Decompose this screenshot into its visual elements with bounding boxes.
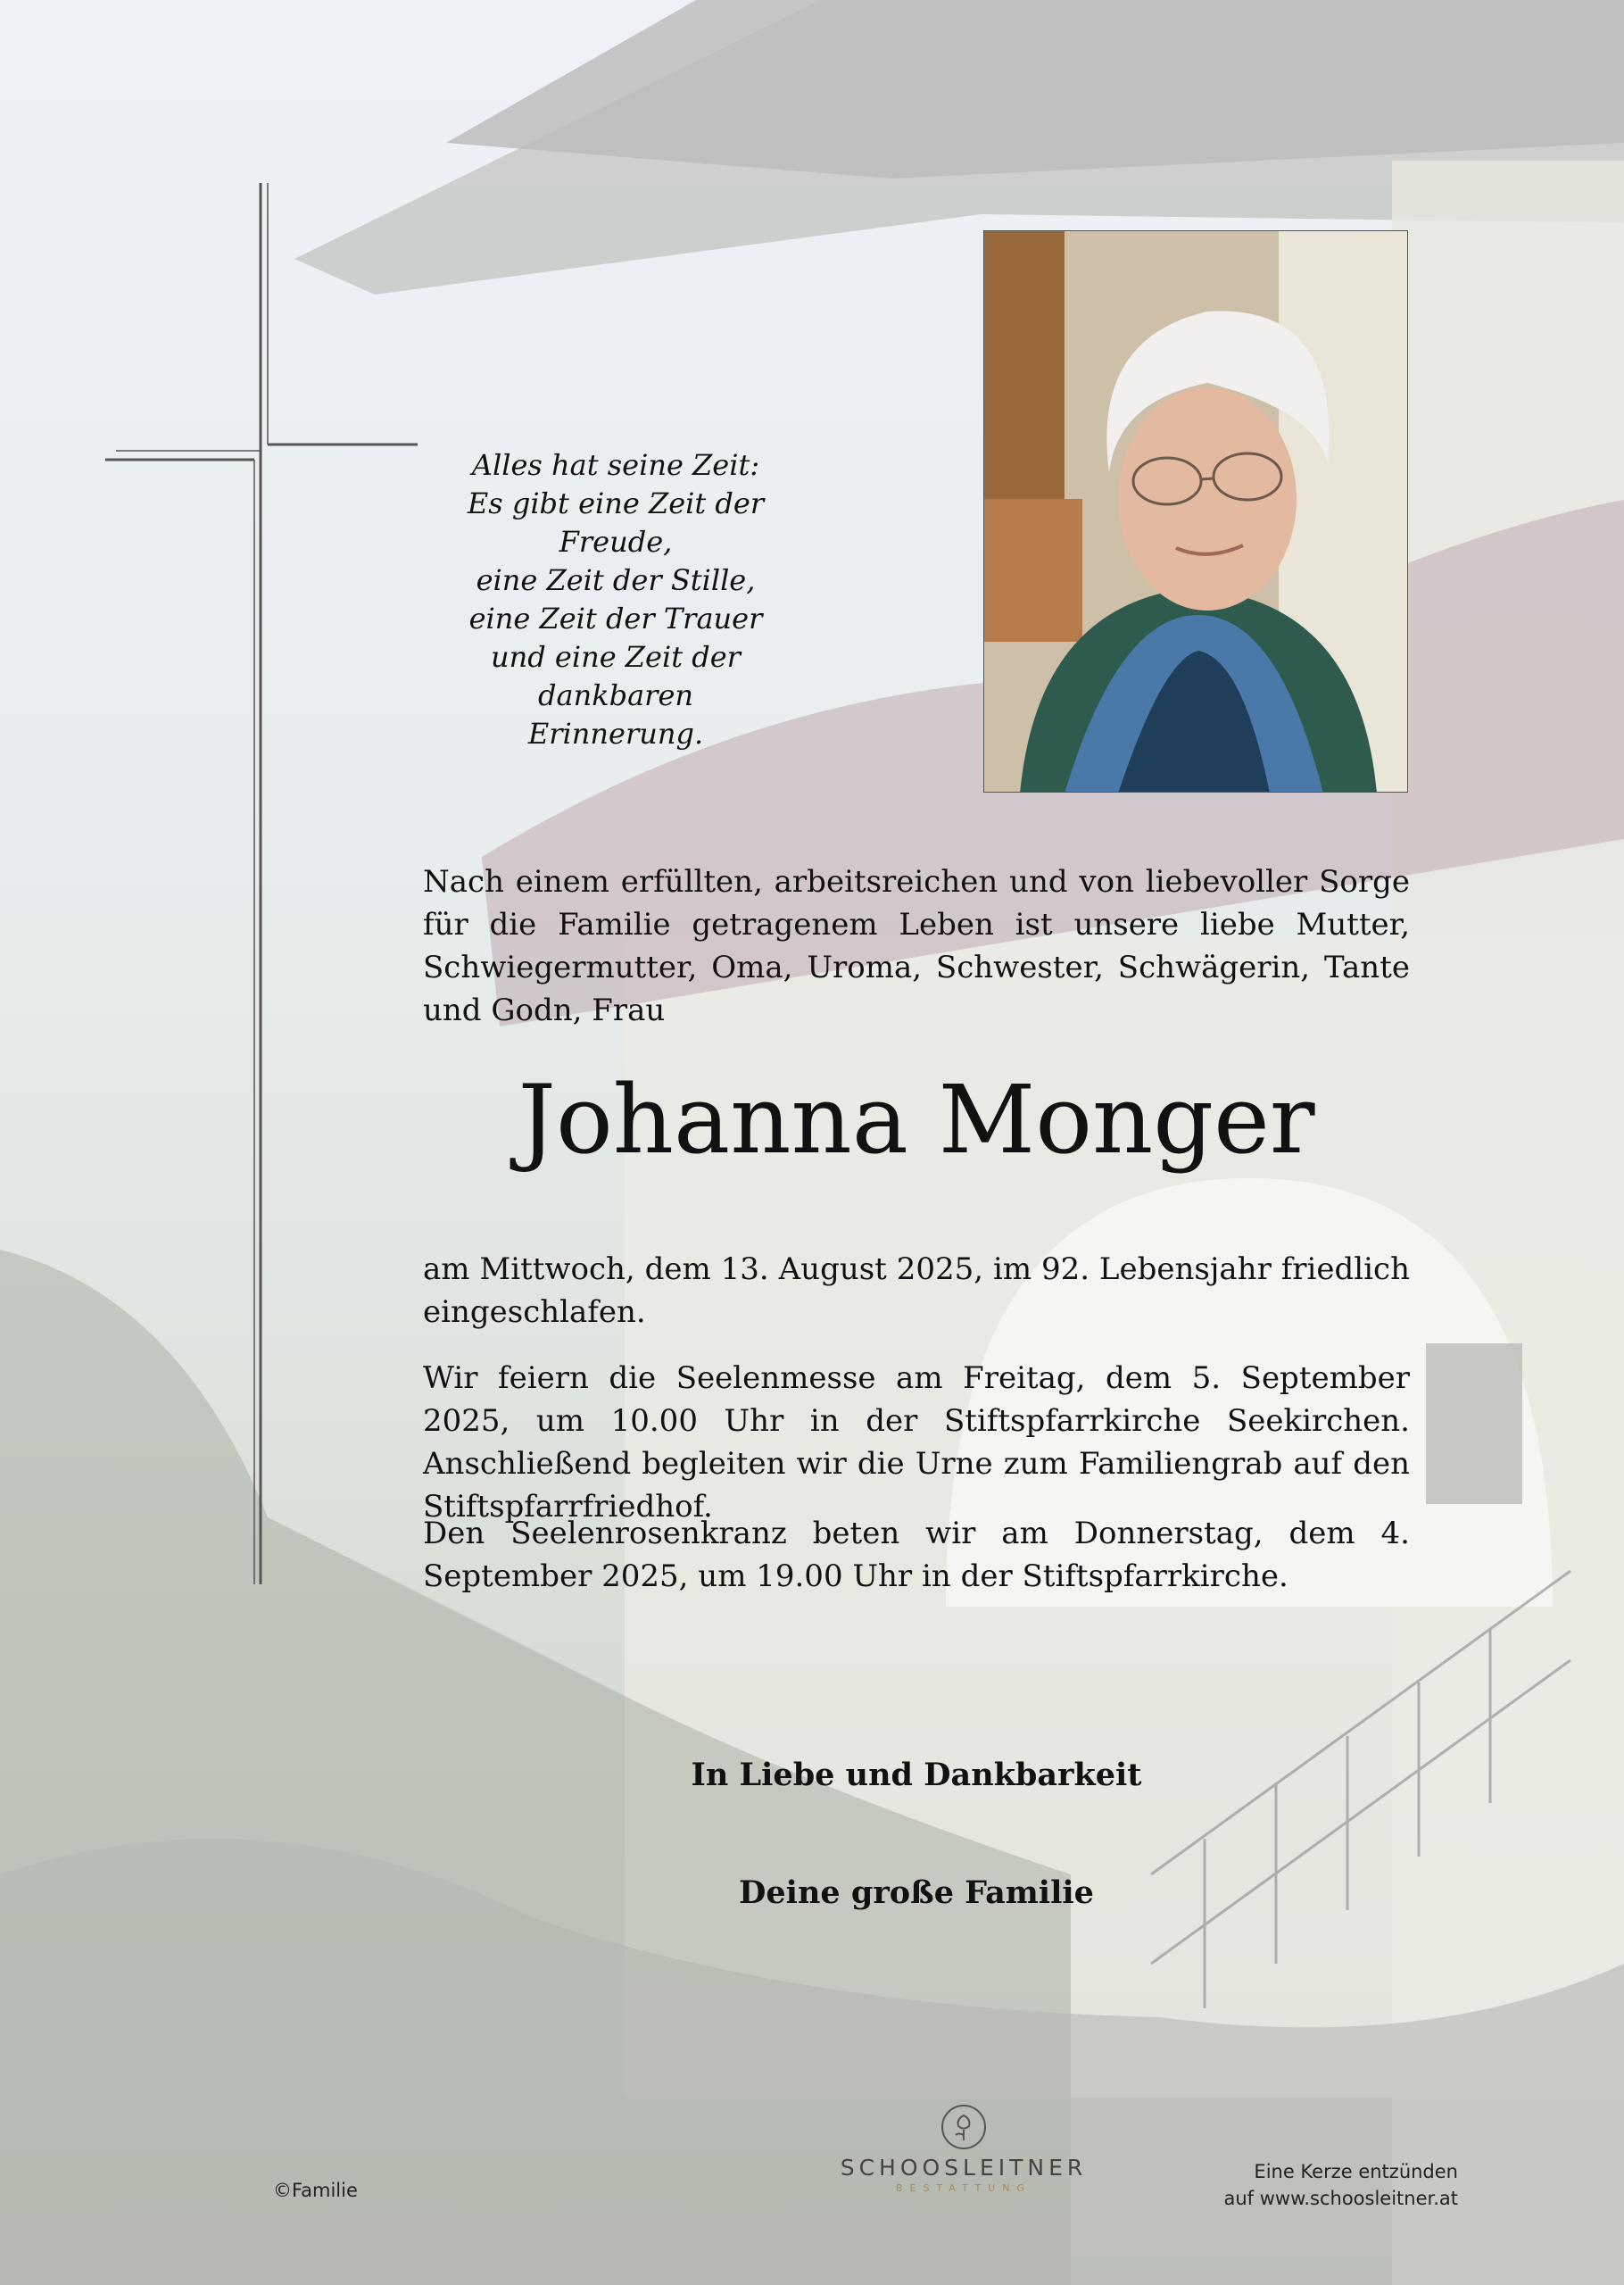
funeral-home-logo	[821, 2103, 1106, 2194]
logo-name: SCHOOSLEITNER	[840, 2155, 1088, 2181]
rose-icon	[940, 2103, 988, 2151]
quote-line: eine Zeit der Stille,	[476, 563, 756, 597]
quote-line: Alles hat seine Zeit:	[471, 448, 760, 482]
memorial-quote	[410, 446, 821, 753]
portrait-photo	[983, 230, 1408, 793]
death-notice: am Mittwoch, dem 13. August 2025, im 92. Lebensjahr friedlich eingeschlafen.	[423, 1251, 1410, 1330]
quote-line: Es gibt eine Zeit der Freude,	[467, 486, 765, 559]
closing-line: In Liebe und Dankbarkeit	[691, 1757, 1142, 1793]
candle-link[interactable]	[1187, 2158, 1458, 2212]
family-signature: Deine große Familie	[739, 1874, 1094, 1911]
logo-subtitle: BESTATTUNG	[895, 2182, 1032, 2194]
candle-text: Eine Kerze entzünden	[1254, 2161, 1458, 2182]
rosary-info: Den Seelenrosenkranz beten wir am Donnerstag, dem 4. September 2025, um 19.00 Uhr in der Stiftspfarrkirche.	[423, 1516, 1410, 1594]
deceased-name: Johanna Monger	[518, 1065, 1315, 1175]
intro-text: Nach einem erfüllten, arbeitsreichen und von liebevoller Sorge für die Familie getragenem Leben ist unsere liebe Mutter, Schwiegermutter, Oma, Uroma, Schwester, Schwägerin, Tante und Godn, Frau	[423, 864, 1410, 1028]
website-link[interactable]: auf www.schoosleitner.at	[1223, 2188, 1458, 2209]
mass-info: Wir feiern die Seelenmesse am Freitag, dem 5. September 2025, um 10.00 Uhr in der Stiftspfarrkirche Seekirchen. Anschließend begleiten wir die Urne zum Familiengrab auf den Stiftspfarrfriedhof.	[423, 1360, 1410, 1525]
quote-line: und eine Zeit der dankbaren	[491, 640, 741, 712]
quote-line: Erinnerung.	[527, 717, 704, 751]
quote-line: eine Zeit der Trauer	[468, 602, 763, 636]
photo-credit: ©Familie	[273, 2180, 358, 2201]
